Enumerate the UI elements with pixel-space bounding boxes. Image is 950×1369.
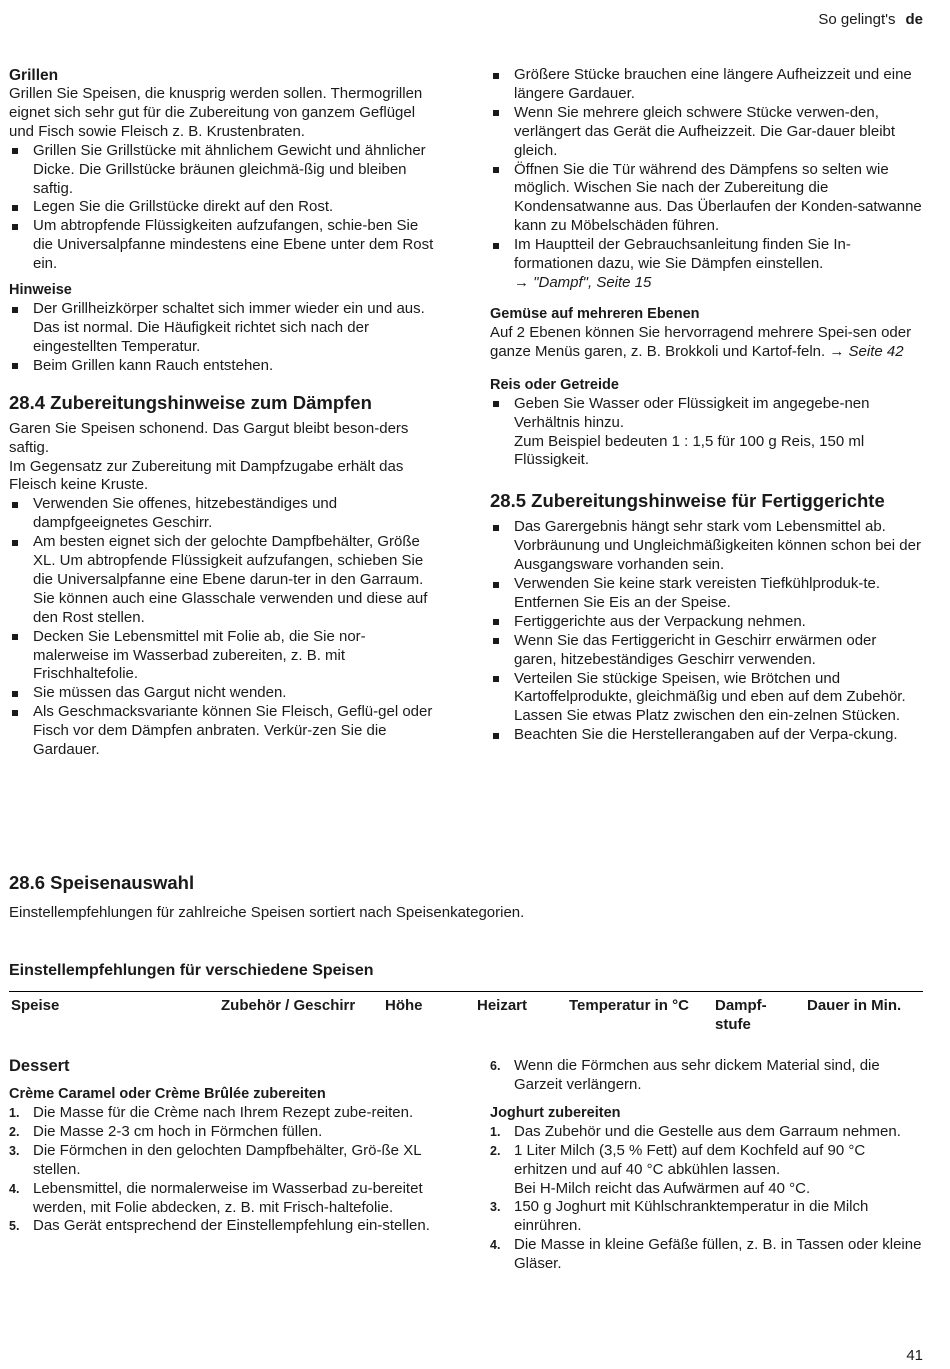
list-item: Legen Sie die Grillstücke direkt auf den Rost. (9, 198, 441, 217)
creme-steps-cont (490, 1057, 922, 1095)
arrow-right-icon: → (514, 273, 529, 291)
list-item: Wenn Sie mehrere gleich schwere Stücke verwen-den, verlängert das Gerät die Aufheizzeit. Die Gar-dauer bleibt gleich. (490, 104, 922, 161)
list-item: Verteilen Sie stückige Speisen, wie Brötchen und Kartoffelprodukte, gleichmäßig und eben auf dem Zubehör. Lassen Sie etwas Platz zwischen den ein-zelnen Stücken. (490, 670, 922, 727)
bullet-icon (493, 73, 499, 79)
bullet-icon (12, 205, 18, 211)
xref-seite-42-text: Seite 42 (848, 342, 904, 360)
bullet-icon (493, 676, 499, 682)
column-header-temperatur: Temperatur in °C (569, 997, 689, 1014)
list-item: Größere Stücke brauchen eine längere Aufheizzeit und eine längere Gardauer. (490, 66, 922, 104)
bullet-icon (493, 243, 499, 249)
list-item: Beachten Sie die Herstellerangaben auf der Verpa-ckung. (490, 726, 922, 745)
bullet-icon (493, 525, 499, 531)
right-column (490, 66, 922, 745)
list-item: Als Geschmacksvariante können Sie Fleisch, Geflü-gel oder Fisch vor dem Dämpfen anbraten. Verkür-zen Sie die Gardauer. (9, 703, 441, 760)
header-section: So gelingt's (818, 11, 896, 28)
list-item-sub: Zum Beispiel bedeuten 1 : 1,5 für 100 g Reis, 150 ml Flüssigkeit. (514, 432, 865, 469)
list-item: Um abtropfende Flüssigkeiten aufzufangen, schie-ben Sie die Universalpfanne mindestens eine Ebene unter dem Rost ein. (9, 217, 441, 274)
bullet-icon (493, 401, 499, 407)
list-item: Verwenden Sie offenes, hitzebeständiges und dampfgeeignetes Geschirr. (9, 495, 441, 533)
column-header-zubehoer: Zubehör / Geschirr (221, 997, 356, 1014)
bullet-icon (493, 582, 499, 588)
column-header-speise: Speise (11, 997, 60, 1014)
list-item: Decken Sie Lebensmittel mit Folie ab, die Sie nor-malerweise im Wasserbad zubereiten, z. B. mit Frischhaltefolie. (9, 628, 441, 685)
column-header-hoehe: Höhe (385, 997, 423, 1014)
gemuese-text: Auf 2 Ebenen können Sie hervorragend mehrere Spei-sen oder ganze Menüs garen, z. B. Brokkoli und Kartof-feln. → Seite 42 (490, 323, 912, 360)
list-item: Am besten eignet sich der gelochte Dampfbehälter, Größe XL. Um abtropfende Flüssigkeit aufzufangen, schieben Sie die Universalpfanne eine Ebene darun-ter in den Garraum. Sie können auch eine Glasschale verwenden und diese auf den Rost stellen. (9, 533, 441, 628)
list-item: 1. Die Masse für die Crème nach Ihrem Rezept zube-reiten. (9, 1104, 414, 1121)
list-item: Verwenden Sie keine stark vereisten Tiefkühlproduk-te. Entfernen Sie Eis an der Speise. (490, 575, 922, 613)
dessert-right (490, 1057, 922, 1274)
page-header (818, 8, 923, 32)
bullet-icon (12, 502, 18, 508)
dessert-title: Dessert (9, 1057, 70, 1075)
bullet-icon (12, 148, 18, 154)
list-item: 6. Wenn die Förmchen aus sehr dickem Material sind, die Garzeit verlängern. (490, 1057, 880, 1093)
steam-intro-1: Garen Sie Speisen schonend. Das Gargut bleibt beson-ders saftig. (9, 419, 409, 456)
header-lang: de (905, 11, 923, 28)
list-item: Wenn Sie das Fertiggericht in Geschirr erwärmen oder garen, hitzebeständiges Geschirr verwenden. (490, 632, 922, 670)
fertig-bullets (490, 518, 922, 745)
list-item: Im Hauptteil der Gebrauchsanleitung finden Sie In-formationen dazu, wie Sie Dämpfen einstellen. → "Dampf", Seite 15 (490, 236, 922, 293)
list-item: Grillen Sie Grillstücke mit ähnlichem Gewicht und ähnlicher Dicke. Die Grillstücke bräunen gleichmä-ßig und bleiben saftig. (9, 142, 441, 199)
bullet-icon (493, 733, 499, 739)
section-28-4-title: 28.4 Zubereitungshinweise zum Dämpfen (9, 391, 372, 413)
bullet-icon (12, 307, 18, 313)
section-28-6 (9, 872, 923, 923)
section-28-6-intro: Einstellempfehlungen für zahlreiche Speisen sortiert nach Speisenkategorien. (9, 904, 525, 921)
column-header-dampfstufe: Dampf-stufe (715, 997, 767, 1033)
table-title: Einstellempfehlungen für verschiedene Speisen (9, 962, 374, 979)
list-item: 5. Das Gerät entsprechend der Einstellempfehlung ein-stellen. (9, 1217, 430, 1235)
hinweise-title: Hinweise (9, 282, 72, 299)
list-item: Der Grillheizkörper schaltet sich immer wieder ein und aus. Das ist normal. Die Häufigkeit richtet sich nach der eingestellten Temperatur. (9, 300, 441, 357)
page-number: 41 (906, 1347, 923, 1364)
dessert-left (9, 1057, 441, 1236)
list-item: 3. Die Förmchen in den gelochten Dampfbehälter, Grö-ße XL stellen. (9, 1141, 421, 1178)
list-item: Das Garergebnis hängt sehr stark vom Lebensmittel ab. Vorbräunung und Ungleichmäßigkeiten können schon bei der Ausgangsware vorhanden sein. (490, 518, 922, 575)
steam-bullets-cont (490, 66, 922, 293)
bullet-icon (493, 110, 499, 116)
creme-steps (9, 1104, 441, 1236)
hinweise-bullets (9, 300, 441, 376)
list-item: Beim Grillen kann Rauch entstehen. (9, 357, 441, 376)
column-header-heizart: Heizart (477, 997, 528, 1014)
list-item-sub: Bei H-Milch reicht das Aufwärmen auf 40 °C. (514, 1179, 811, 1197)
gemuese-title: Gemüse auf mehreren Ebenen (490, 305, 700, 322)
list-item: Öffnen Sie die Tür während des Dämpfens so selten wie möglich. Wischen Sie nach der Zubereitung die Kondensatwanne aus. Das Überlaufen der Konden-satwanne kann zu Möbelschäden führen. (490, 161, 922, 237)
list-item: 4. Lebensmittel, die normalerweise im Wasserbad zu-bereitet werden, mit Folie abdecken, z. B. mit Frisch-haltefolie. (9, 1179, 423, 1216)
bullet-icon (12, 363, 18, 369)
xref-dampf-text: "Dampf", Seite 15 (533, 273, 652, 291)
list-item: Sie müssen das Gargut nicht wenden. (9, 684, 441, 703)
bullet-icon (12, 691, 18, 697)
column-header-dauer: Dauer in Min. (807, 997, 902, 1014)
grillen-title: Grillen (9, 67, 59, 84)
reis-title: Reis oder Getreide (490, 376, 619, 393)
bullet-icon (12, 540, 18, 546)
grillen-intro: Grillen Sie Speisen, die knusprig werden sollen. Thermogrillen eignet sich sehr gut für die Zubereitung von ganzem Geflügel und Fisch sowie Fleisch z. B. Krustenbraten. (9, 85, 423, 140)
list-item-sub: Sie können auch eine Glasschale verwenden und diese auf den Rost stellen. (33, 589, 428, 626)
left-column (9, 66, 441, 760)
creme-title: Crème Caramel oder Crème Brûlée zubereiten (9, 1086, 326, 1102)
section-28-5-title: 28.5 Zubereitungshinweise für Fertiggerichte (490, 490, 885, 512)
grillen-bullets (9, 142, 441, 274)
joghurt-steps (490, 1123, 922, 1274)
list-item: 2. Die Masse 2-3 cm hoch in Förmchen füllen. (9, 1122, 323, 1140)
section-28-6-title: 28.6 Speisenauswahl (9, 872, 195, 893)
joghurt-title: Joghurt zubereiten (490, 1104, 621, 1121)
list-item: Geben Sie Wasser oder Flüssigkeit im angegebe-nen Verhältnis hinzu. Zum Beispiel bedeuten 1 : 1,5 für 100 g Reis, 150 ml Flüssigkeit. (490, 395, 922, 471)
list-item: 3. 150 g Joghurt mit Kühlschranktemperatur in die Milch einrühren. (490, 1198, 869, 1235)
xref-seite-42[interactable] (829, 343, 903, 360)
bullet-icon (493, 638, 499, 644)
bullet-icon (493, 167, 499, 173)
bullet-icon (12, 224, 18, 230)
reis-bullets (490, 395, 922, 471)
steam-bullets (9, 495, 441, 760)
list-item: 1. Das Zubehör und die Gestelle aus dem Garraum nehmen. (490, 1122, 901, 1140)
bullet-icon (493, 619, 499, 625)
bullet-icon (12, 634, 18, 640)
list-item: 2. 1 Liter Milch (3,5 % Fett) auf dem Kochfeld auf 90 °C erhitzen und auf 40 °C abkühlen lassen. Bei H-Milch reicht das Aufwärmen auf 40 °C. (490, 1142, 922, 1199)
xref-dampf[interactable] (514, 274, 922, 293)
steam-intro-2: Im Gegensatz zur Zubereitung mit Dampfzugabe erhält das Fleisch keine Kruste. (9, 457, 404, 494)
table-header (9, 991, 923, 1038)
arrow-right-icon: → (829, 342, 845, 360)
list-item: 4. Die Masse in kleine Gefäße füllen, z. B. in Tassen oder kleine Gläser. (490, 1236, 922, 1273)
list-item: Fertiggerichte aus der Verpackung nehmen. (490, 613, 922, 632)
bullet-icon (12, 710, 18, 716)
